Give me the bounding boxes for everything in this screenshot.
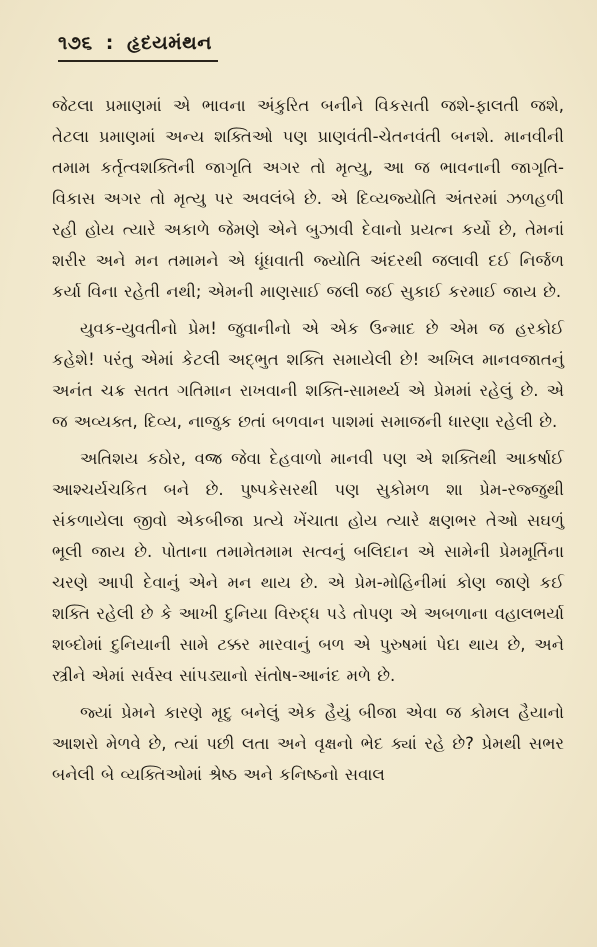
- book-title: હૃદયમંથન: [127, 32, 212, 54]
- page-number: ૧૭૬: [58, 32, 93, 54]
- body-text: [52, 90, 564, 796]
- header-separator: :: [105, 32, 114, 54]
- header-underline: [58, 60, 218, 62]
- paragraph-3: અતિશય કઠોર, વજ્ર જેવા દેહવાળો માનવી પણ એ શક્તિથી આકર્ષાઈ આશ્ચર્યચકિત બને છે. પુષ્પકેસરથી પણ સુકોમળ શા પ્રેમ-રજ્જુથી સંકળાયેલા જીવો એકબીજા પ્રત્યે ખેંચાતા હોય ત્યારે ક્ષણભર તેઓ સઘળું ભૂલી જાય છે. પોતાના તમામેતમામ સત્વનું બલિદાન એ સામેની પ્રેમમૂર્તિના ચરણે આપી દેવાનું એને મન થાય છે. એ પ્રેમ-મોહિનીમાં કોણ જાણે કઈ શક્તિ રહેલી છે કે આખી દુનિયા વિરુદ્ધ પડે તોપણ એ અબળાના વહાલભર્યા શબ્દોમાં દુનિયાની સામે ટક્કર મારવાનું બળ એ પુરુષમાં પેદા થાય છે, અને સ્ત્રીને એમાં સર્વસ્વ સાંપડ્યાનો સંતોષ-આનંદ મળે છે.: [52, 449, 564, 685]
- paragraph-1: જેટલા પ્રમાણમાં એ ભાવના અંકુરિત બનીને વિકસતી જશે-ફાલતી જશે, તેટલા પ્રમાણમાં અન્ય શક્તિઓ પણ પ્રાણવંતી-ચેતનવંતી બનશે. માનવીની તમામ કર્તૃત્વશક્તિની જાગૃતિ અગર તો મૃત્યુ, આ જ ભાવનાની જાગૃતિ-વિકાસ અગર તો મૃત્યુ પર અવલંબે છે. એ દિવ્યજ્યોતિ અંતરમાં ઝળહળી રહી હોય ત્યારે અકાળે જેમણે એને બુઝાવી દેવાનો પ્રયત્ન કર્યો છે, તેમનાં શરીર અને મન તમામને એ ધૂંધવાતી જ્યોતિ અંદરથી જલાવી દઈ નિર્જળ કર્યા વિના રહેતી નથી; એમની માણસાઈ જલી જઈ સુકાઈ કરમાઈ જાય છે.: [52, 96, 564, 301]
- paragraph-4: જ્યાં પ્રેમને કારણે મૃદુ બનેલું એક હૈયું બીજા એવા જ કોમલ હૈયાનો આશરો મેળવે છે, ત્યાં પછી લતા અને વૃક્ષનો ભેદ ક્યાં રહે છે? પ્રેમથી સભર બનેલી બે વ્યક્તિઓમાં શ્રેષ્ઠ અને કનિષ્ઠનો સવાલ: [52, 703, 564, 784]
- paragraph-2: યુવક-યુવતીનો પ્રેમ! જુવાનીનો એ એક ઉન્માદ છે એમ જ હરકોઈ કહેશે! પરંતુ એમાં કેટલી અદ્ભુત શક્તિ સમાયેલી છે! અખિલ માનવજાતનું અનંત ચક્ર સતત ગતિમાન રાખવાની શક્તિ-સામર્થ્ય એ પ્રેમમાં રહેલું છે. એ જ અવ્યક્ત, દિવ્ય, નાજુક છતાં બળવાન પાશમાં સમાજની ધારણા રહેલી છે.: [52, 319, 564, 431]
- running-header: [58, 32, 212, 54]
